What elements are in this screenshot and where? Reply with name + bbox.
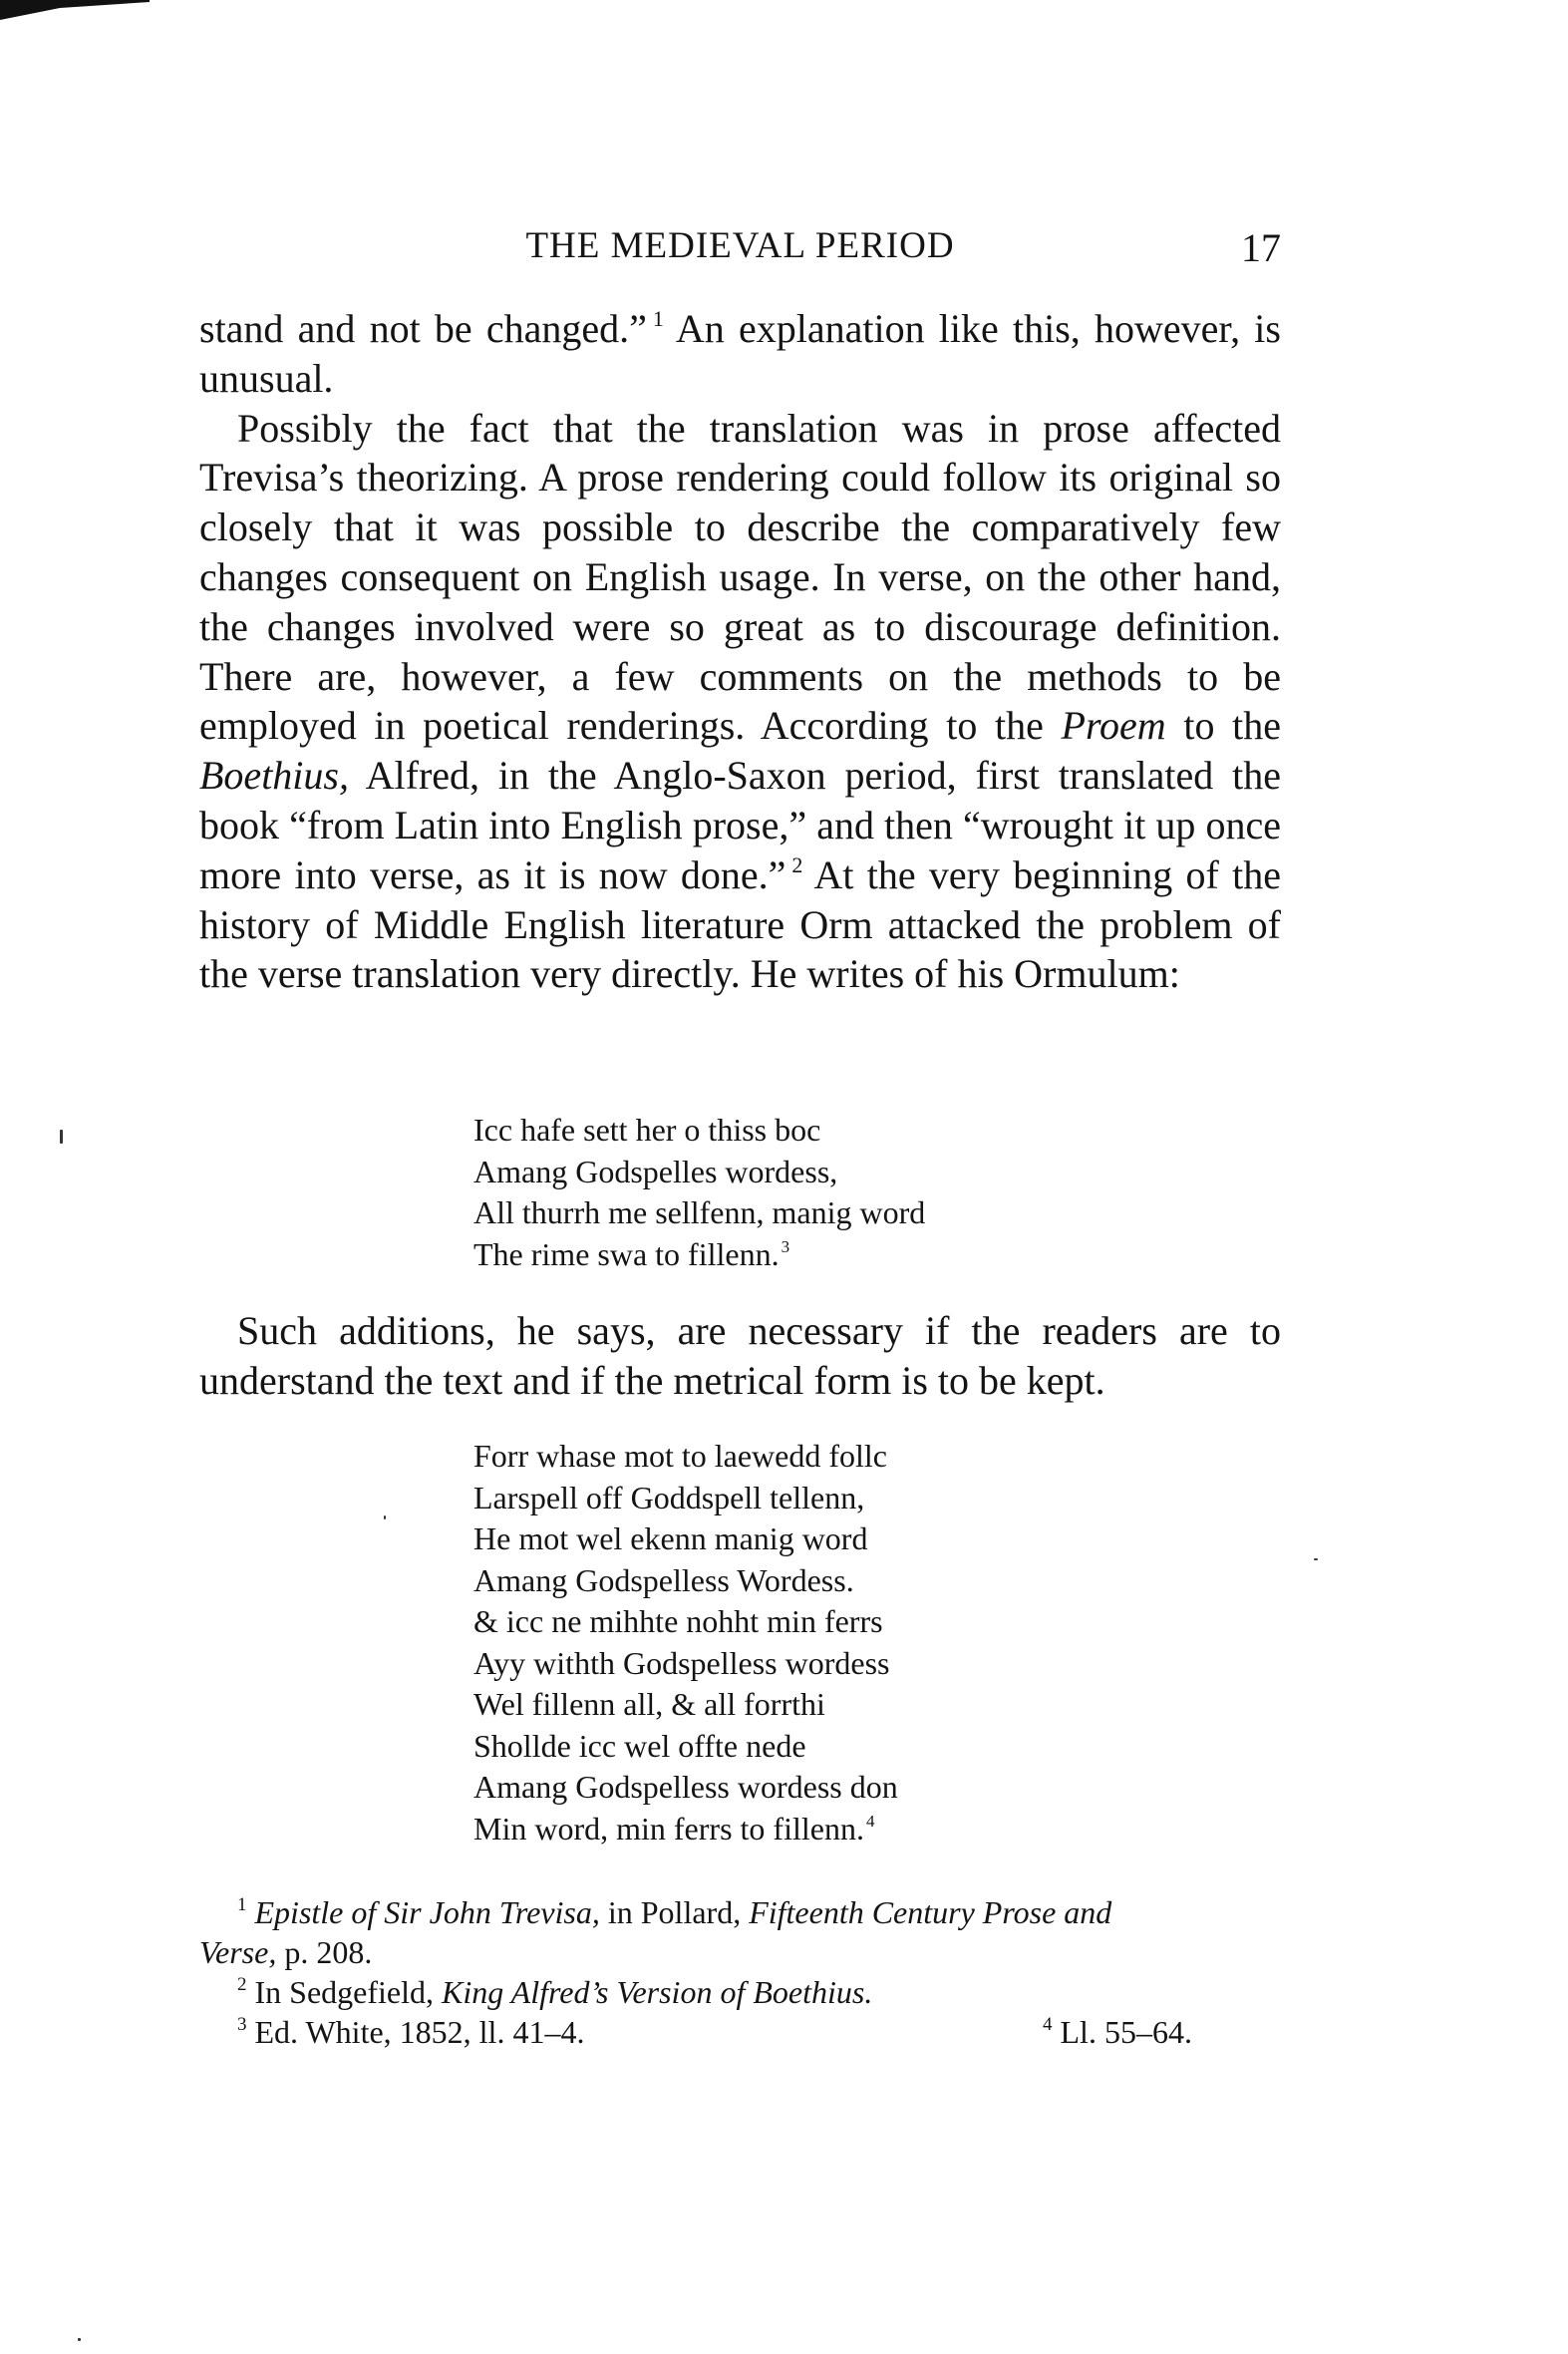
- footnote-1-book: Fifteenth Century Prose and: [749, 1894, 1112, 1930]
- footnote-2: [199, 1972, 1281, 2012]
- verse-quotation-2: [473, 1436, 898, 1850]
- scan-speck: [384, 1515, 386, 1519]
- page-number: 17: [1241, 225, 1281, 270]
- footnote-3-text: Ed. White, 1852, ll. 41–4.: [254, 2014, 585, 2050]
- verse-line: Shollde icc wel offte nede: [473, 1727, 806, 1764]
- footnote-1-book-cont: Verse,: [199, 1934, 277, 1970]
- boethius-title: Boethius,: [199, 753, 349, 799]
- footnote-1: [199, 1892, 1281, 1932]
- proem-title: Proem: [1061, 703, 1166, 749]
- verse-line: Forr whase mot to laewedd follc: [473, 1438, 887, 1474]
- running-title: THE MEDIEVAL PERIOD: [525, 225, 955, 266]
- footnote-marker: 4: [1043, 2014, 1053, 2035]
- scan-speck: [78, 2338, 81, 2341]
- footnote-ref-1: 1: [652, 306, 664, 331]
- paragraph-3: [199, 1306, 1281, 1406]
- footnote-3: [237, 2014, 584, 2050]
- footnote-1-text: in Pollard,: [599, 1894, 750, 1930]
- verse-line: & icc ne mihhte nohht min ferrs: [473, 1603, 883, 1639]
- verse-line: [473, 1809, 898, 1850]
- paragraph-1-text-cont: An explanation like this, however, is unusual.: [199, 306, 1281, 401]
- footnote-marker: 1: [237, 1894, 247, 1915]
- footnote-ref-2: 2: [791, 851, 803, 877]
- footnote-ref-3: 3: [781, 1236, 790, 1256]
- verse-line-text: Min word, min ferrs to fillenn.: [473, 1810, 864, 1847]
- footnote-1-end: p. 208.: [276, 1934, 373, 1970]
- scan-speck: [1314, 1558, 1318, 1560]
- footnote-marker: 3: [237, 2014, 247, 2035]
- paragraph-2-text-b: to the: [1165, 703, 1281, 749]
- page-header: [199, 224, 1281, 284]
- footnotes: [199, 1892, 1281, 2052]
- paragraph-2-text: Possibly the fact that the translation was in prose affected Trevisa’s theorizing. A prose rendering could follow its original so closely that it was possible to describe the comparatively few changes consequent on English usage. In verse, on the other hand, the changes involved were so great as to discourage definition. There are, however, a few comments on the methods to be employed in poetical renderings. According to the: [199, 405, 1281, 749]
- footnote-2-book: King Alfred’s Version of Boethius.: [442, 1974, 873, 2010]
- verse-line: All thurrh me sellfenn, manig word: [473, 1194, 926, 1230]
- footnote-4: [1043, 2012, 1192, 2052]
- verse-line-text: The rime swa to fillenn.: [473, 1235, 780, 1272]
- verse-line: Ayy withth Godspelless wordess: [473, 1644, 890, 1681]
- paragraph-2: [199, 404, 1281, 1000]
- footnote-3-4-row: [199, 2012, 1281, 2052]
- footnote-1-cont: [199, 1932, 1281, 1972]
- paragraph-1-text: stand and not be changed.”: [199, 306, 647, 351]
- footnote-4-text: Ll. 55–64.: [1060, 2014, 1192, 2050]
- paragraph-2-text-c: Alfred, in the Anglo-Saxon period, first translated the book “from Latin into English prose,” and then “wrought it up once more into verse, as it is now done.”: [199, 753, 1281, 897]
- verse-line: Larspell off Goddspell tellenn,: [473, 1479, 865, 1515]
- footnote-marker: 2: [237, 1974, 247, 1995]
- verse-quotation-1: [473, 1110, 925, 1275]
- scan-speck: [60, 1130, 63, 1144]
- footnote-2-text: In Sedgefield,: [254, 1974, 442, 2010]
- verse-line: Wel fillenn all, & all forrthi: [473, 1686, 825, 1722]
- verse-line: Icc hafe sett her o thiss boc: [473, 1112, 821, 1148]
- verse-line: Amang Godspelles wordess,: [473, 1153, 838, 1189]
- verse-line: Amang Godspelless wordess don: [473, 1769, 898, 1805]
- paragraph-2-text-d: At the very beginning of the history of Middle English literature Orm attacked the problem of the verse translation very directly. He writes of his Ormulum:: [199, 851, 1281, 997]
- verse-line: Amang Godspelless Wordess.: [473, 1561, 854, 1598]
- footnote-ref-4: 4: [865, 1811, 875, 1831]
- paragraph-3-text: Such additions, he says, are necessary if the readers are to understand the text and if the metrical form is to be kept.: [199, 1308, 1281, 1403]
- footnote-1-title: Epistle of Sir John Trevisa,: [254, 1894, 600, 1930]
- verse-line: He mot wel ekenn manig word: [473, 1520, 868, 1556]
- main-text: [199, 304, 1281, 999]
- scan-corner-mark: [0, 0, 159, 26]
- paragraph-1: [199, 304, 1281, 404]
- verse-line: [473, 1234, 925, 1276]
